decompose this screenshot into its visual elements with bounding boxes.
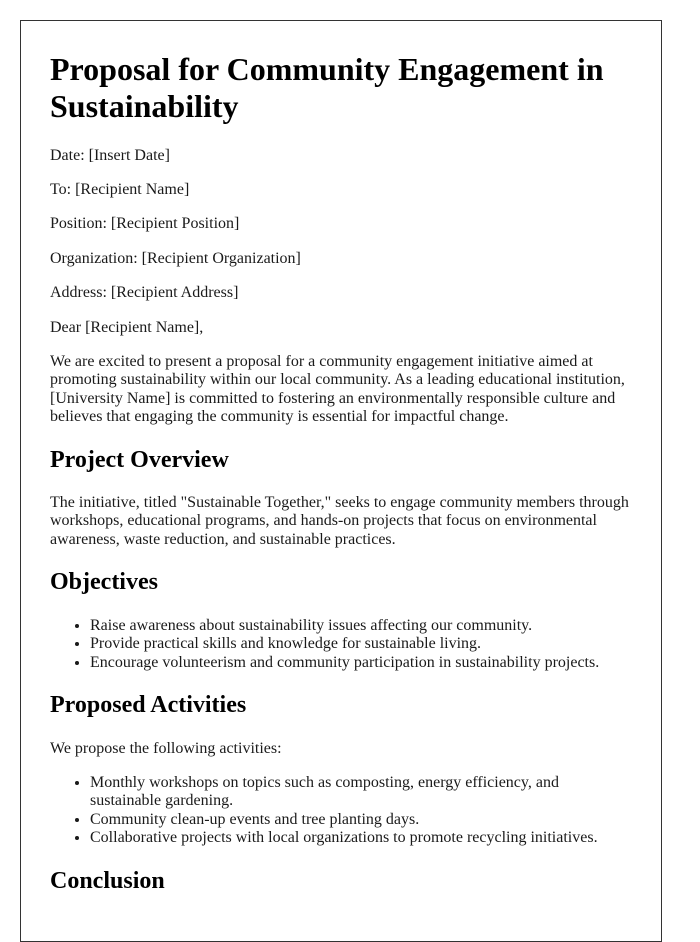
objectives-list bbox=[50, 617, 631, 672]
section-objectives bbox=[50, 569, 631, 672]
date-field: Date: [Insert Date] bbox=[50, 146, 170, 164]
list-item: • Encourage volunteerism and community participation in sustainability projects. bbox=[90, 654, 631, 672]
section-heading: Proposed Activities bbox=[50, 692, 247, 719]
document-page bbox=[20, 20, 662, 942]
section-heading: Conclusion bbox=[50, 867, 165, 894]
salutation: Dear [Recipient Name], bbox=[50, 318, 204, 336]
section-conclusion bbox=[50, 868, 631, 896]
document-title: Proposal for Community Engagement in Sustainability bbox=[50, 51, 604, 124]
section-project-overview bbox=[50, 447, 631, 550]
recipient-name-field: To: [Recipient Name] bbox=[50, 180, 190, 198]
list-item: • Monthly workshops on topics such as composting, energy efficiency, and sustainable gardening. bbox=[90, 774, 631, 811]
list-item: • Community clean-up events and tree planting days. bbox=[90, 811, 631, 829]
recipient-organization-field: Organization: [Recipient Organization] bbox=[50, 249, 301, 267]
activities-intro: We propose the following activities: bbox=[50, 739, 282, 757]
overview-paragraph: The initiative, titled "Sustainable Together," seeks to engage community members through workshops, educational programs, and hands-on projects that focus on environmental awareness, waste reduction, and sustainable practices. bbox=[50, 494, 629, 548]
section-proposed-activities bbox=[50, 692, 631, 848]
section-heading: Objectives bbox=[50, 569, 158, 596]
recipient-position-field: Position: [Recipient Position] bbox=[50, 215, 240, 233]
intro-paragraph: We are excited to present a proposal for a community engagement initiative aimed at promoting sustainability within our local community. As a leading educational institution, [University Name] is committed to fostering an environmentally responsible culture and believes that engaging the community is essential for impactful change. bbox=[50, 352, 625, 426]
list-item: • Collaborative projects with local organizations to promote recycling initiatives. bbox=[90, 829, 631, 847]
list-item: • Provide practical skills and knowledge for sustainable living. bbox=[90, 635, 631, 653]
recipient-address-field: Address: [Recipient Address] bbox=[50, 284, 239, 302]
section-heading: Project Overview bbox=[50, 446, 229, 473]
activities-list bbox=[50, 774, 631, 848]
list-item: • Raise awareness about sustainability issues affecting our community. bbox=[90, 617, 631, 635]
